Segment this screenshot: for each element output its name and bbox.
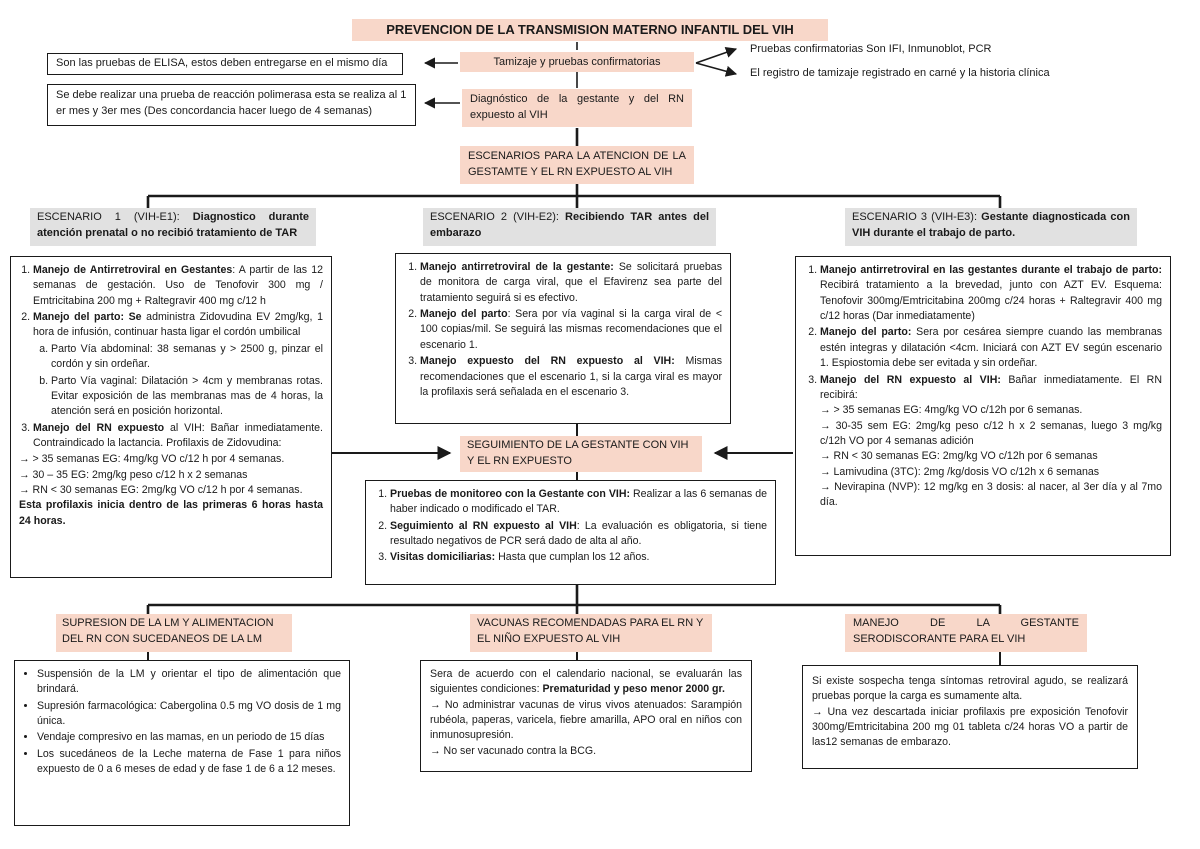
escenario2-item-3-bold: Manejo expuesto del RN expuesto al VIH: [420, 355, 675, 368]
escenario3-header [845, 208, 1137, 246]
vacunas-intro: Sera de acuerdo con el calendario nacional, se evaluarán las siguientes condiciones: [430, 668, 742, 696]
escenario1-item-1-text: : A partir de las 12 semanas de gestación. Uso de Tenofovir 300 mg / Emtricitabina 200 mg + Raltegravir 400 mg c/12 h [33, 264, 323, 307]
escenario2-box [395, 253, 731, 424]
seguimiento-box [365, 480, 776, 585]
escenario3-header-bold: Gestante diagnosticada con VIH durante el trabajo de parto. [852, 211, 1130, 239]
escenario3-item-2-text: Sera por cesárea siempre cuando las membranas estén integras y dilatación <4cm. Iniciará con AZT EV según escenario 1. Espiostomia debe ser evitada y sin ordeñar. [820, 326, 1163, 370]
escenario1-item-2-bold: Manejo del parto: Se [33, 311, 142, 324]
escenario1-item-2 [33, 310, 323, 420]
supresion-header-box [56, 614, 292, 652]
seguimiento-item-3 [390, 550, 767, 565]
escenario3-dose-1: → > 35 semanas EG: 4mg/kg VO c/12h por 6 semanas. [820, 404, 1083, 417]
escenario1-item-3-text: al VIH: Bañar inmediatamente. Contraindicado la lactancia. Profilaxis de Zidovudina: [33, 421, 323, 449]
vacunas-line-2: → No ser vacunado contra la BCG. [430, 744, 597, 757]
escenario2-item-3-text: Mismas recomendaciones que el escenario 1, si la carga viral es mayor la profilaxis será señalada en el escenario 3. [420, 355, 722, 398]
serodiscordante-header-text: MANEJO DE LA GESTANTE SERODISCORANTE PARA EL VIH [853, 617, 1079, 645]
vacunas-intro-bold: Prematuridad y peso menor 2000 gr. [542, 683, 726, 696]
escenario2-item-1-text: Se solicitará pruebas de monitora de carga viral, que el Efavirenz sea parte del tratamiento seguirá si es efectivo. [420, 261, 722, 304]
escenario1-closing: Esta profilaxis inicia dentro de las primeras 6 horas hasta 24 horas. [19, 499, 323, 527]
escenario1-dose-1: → > 35 semanas EG: 4mg/kg VO c/12 h por 4 semanas. [19, 453, 285, 466]
escenario3-item-1 [820, 263, 1162, 324]
serodiscordante-header-box [845, 614, 1087, 652]
escenario2-item-2-bold: Manejo del parto [420, 308, 508, 321]
escenario3-box [795, 256, 1171, 556]
supresion-item-1: • Suspensión de la LM y orientar el tipo de alimentación que brindará. [37, 667, 341, 698]
escenario3-item-3-bold: Manejo del RN expuesto al VIH: [820, 373, 1001, 386]
tamizaje-label: Tamizaje y pruebas confirmatorias [493, 56, 661, 68]
escenario2-item-2-text: : Sera por vía vaginal si la carga viral de < 100 copias/mil. Se seguirá las mismas recomendaciones que el escenario 1. [420, 308, 723, 351]
escenario1-dose-2: → 30 – 35 EG: 2mg/kg peso c/12 h x 2 semanas [19, 468, 248, 481]
escenario1-header [30, 208, 316, 246]
pcr-note-box [47, 84, 416, 126]
escenario1-item-2b: b. Parto Vía vaginal: Dilatación > 4cm y membranas rotas. Evitar exposición de las membranas mas de 4 horas, la atención será en posición horizontal. [51, 374, 323, 420]
escenario1-header-bold: Diagnostico durante atención prenatal o no recibió tratamiento de TAR [37, 211, 309, 239]
seguimiento-item-2-text: : La evaluación es obligatoria, si tiene resultado negativos de PCR será dado de alta al año. [390, 519, 767, 548]
tamizaje-right-arrow-top [696, 49, 736, 63]
escenario3-dose-4: → Lamivudina (3TC): 2mg /kg/dosis VO c/12h x 6 semanas [820, 465, 1100, 478]
pcr-note-text: Se debe realizar una prueba de reacción polimerasa esta se realiza al 1 er mes y 3er mes (Des concordancia hacer luego de 4 semanas) [56, 89, 407, 117]
escenario1-dose-3: → RN < 30 semanas EG: 2mg/kg VO c/12 h por 4 semanas. [19, 484, 303, 497]
vacunas-header-text: VACUNAS RECOMENDADAS PARA EL RN Y EL NIÑO EXPUESTO AL VIH [477, 617, 704, 645]
escenario2-item-2 [420, 307, 722, 353]
escenario2-header-bold: Recibiendo TAR antes del embarazo [430, 211, 710, 239]
escenario2-header [423, 208, 716, 246]
escenario1-item-1 [33, 263, 323, 309]
seguimiento-item-2-bold: Seguimiento al RN expuesto al VIH [390, 519, 577, 532]
seguimiento-item-1-text: Realizar a las 6 semanas de haber indicado o modificado el TAR. [390, 488, 767, 516]
escenario3-item-3 [820, 373, 1162, 511]
escenario1-header-prefix: ESCENARIO 1 (VIH-E1): [37, 211, 193, 223]
escenario1-item-3 [33, 421, 323, 452]
escenario3-header-prefix: ESCENARIO 3 (VIH-E3): [852, 211, 982, 223]
tamizaje-box [460, 52, 694, 72]
escenario2-header-prefix: ESCENARIO 2 (VIH-E2): [430, 211, 566, 223]
tamizaje-right-arrow-bottom [696, 63, 736, 74]
escenario1-item-3-bold: Manejo del RN expuesto [33, 421, 165, 434]
seguimiento-header-text: SEGUIMIENTO DE LA GESTANTE CON VIH Y EL RN EXPUESTO [467, 439, 689, 467]
seguimiento-item-1 [390, 487, 767, 518]
escenario1-item-1-bold: Manejo de Antirretroviral en Gestantes [33, 264, 233, 276]
serodiscordante-box [802, 665, 1138, 769]
vacunas-box [420, 660, 752, 772]
escenario2-item-1 [420, 260, 722, 306]
escenario3-item-1-text: Recibirá tratamiento a la brevedad, junto con AZT EV. Esquema: Tenofovir 300mg/Emtricitabina 200mg c/24 horas + Raltegravir 400 mg c/12 horas (Dar inmediatamente) [820, 279, 1162, 323]
escenario3-item-2 [820, 325, 1162, 371]
page-title: PREVENCION DE LA TRANSMISION MATERNO INFANTIL DEL VIH [352, 19, 828, 41]
diagnostico-box [462, 89, 692, 127]
vacunas-header-box [470, 614, 712, 652]
supresion-item-4: • Los sucedáneos de la Leche materna de Fase 1 para niños expuesto de 0 a 6 meses de edad y de fase 1 de 6 a 12 meses. [37, 747, 341, 778]
supresion-header-text: SUPRESION DE LA LM Y ALIMENTACION DEL RN CON SUCEDANEOS DE LA LM [62, 617, 274, 645]
serodiscordante-text-1: Si existe sospecha tenga síntomas retroviral agudo, se realizará pruebas porque la carga es sumamente alta. [812, 675, 1128, 703]
escenarios-header-box [460, 146, 694, 184]
escenario2-item-3 [420, 354, 722, 400]
escenarios-header-text: ESCENARIOS PARA LA ATENCION DE LA GESTAMTE Y EL RN EXPUESTO AL VIH [468, 150, 686, 178]
escenario3-dose-3: → RN < 30 semanas EG: 2mg/kg VO c/12h por 6 semanas [820, 450, 1098, 463]
escenario2-item-1-bold: Manejo antirretroviral de la gestante: [420, 261, 614, 273]
escenario3-item-1-bold: Manejo antirretroviral en las gestantes durante el trabajo de parto: [820, 264, 1162, 276]
vacunas-line-1: → No administrar vacunas de virus vivos atenuados: Sarampión rubéola, paperas, varicela, fiebre amarilla, APO oral en niños con inmunosupresión. [430, 698, 742, 742]
elisa-note-text: Son las pruebas de ELISA, estos deben entregarse en el mismo día [56, 57, 388, 69]
supresion-box [14, 660, 350, 826]
diagnostico-label: Diagnóstico de la gestante y del RN expuesto al VIH [470, 93, 684, 121]
seguimiento-item-2 [390, 519, 767, 550]
elisa-note-box [47, 53, 403, 75]
confirmatory-note-2: El registro de tamizaje registrado en carné y la historia clínica [750, 67, 1050, 79]
escenario1-item-2a: a. Parto Vía abdominal: 38 semanas y > 2500 g, pinzar el cordón y sin ordeñar. [51, 342, 323, 373]
seguimiento-item-3-bold: Visitas domiciliarias: [390, 551, 496, 564]
serodiscordante-text-2: → Una vez descartada iniciar profilaxis pre exposición Tenofovir 300mg/Emtricitabina 200 mg 01 tableta c/24 horas VO a partir de las12 semanas de embarazo. [812, 705, 1128, 749]
supresion-item-2: • Supresión farmacológica: Cabergolina 0.5 mg VO dosis de 1 mg única. [37, 699, 341, 730]
confirmatory-note-1: Pruebas confirmatorias Son IFI, Inmunoblot, PCR [750, 43, 992, 55]
supresion-item-3: • Vendaje compresivo en las mamas, en un periodo de 15 días [37, 730, 341, 745]
escenario1-item-2-text: administra Zidovudina EV 2mg/kg, 1 hora de infusión, continuar hasta ligar el cordón umbilical [33, 311, 323, 339]
escenario3-dose-2: → 30-35 sem EG: 2mg/kg peso c/12 h x 2 semanas, luego 3 mg/kg c/12h VO por 4 semanas adición [820, 419, 1162, 447]
seguimiento-header-box [460, 436, 702, 472]
seguimiento-item-3-text: Hasta que cumplan los 12 años. [495, 551, 650, 564]
escenario3-dose-5: → Nevirapina (NVP): 12 mg/kg en 3 dosis: al nacer, al 3er día y al 7mo día. [820, 481, 1162, 509]
escenario3-item-2-bold: Manejo del parto: [820, 326, 912, 339]
seguimiento-item-1-bold: Pruebas de monitoreo con la Gestante con VIH: [390, 488, 631, 500]
escenario3-item-3-text: Bañar inmediatamente. El RN recibirá: [820, 373, 1162, 401]
escenario1-box [10, 256, 332, 578]
